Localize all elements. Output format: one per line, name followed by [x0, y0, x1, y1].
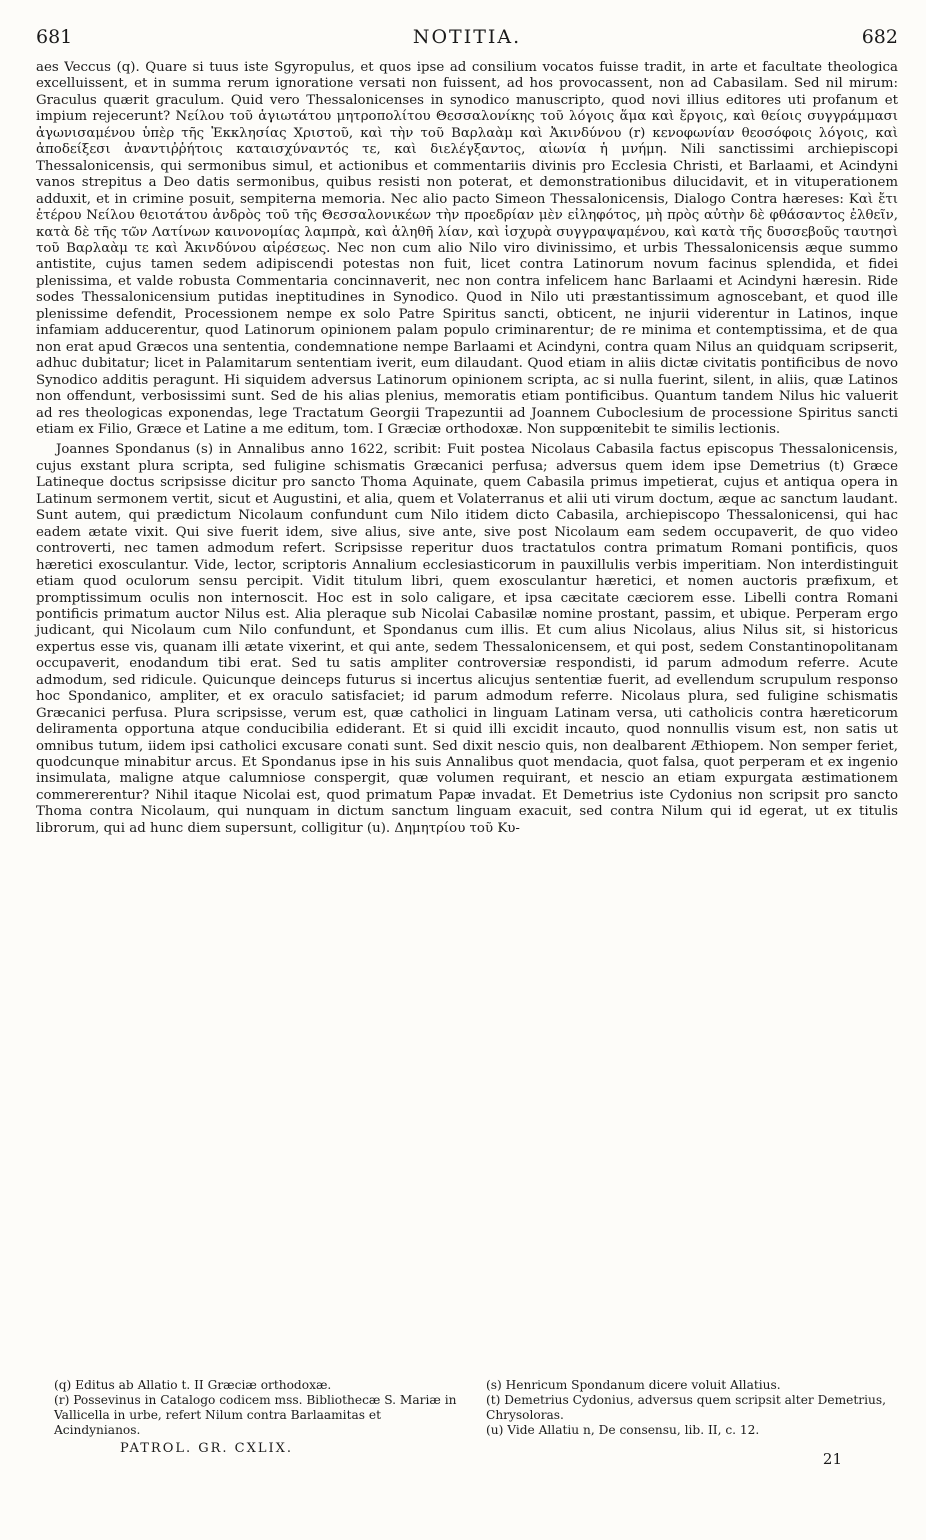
running-title: NOTITIA.: [412, 26, 522, 48]
footnote-s: (s) Henricum Spondanum dicere voluit Allatius.: [486, 1378, 781, 1392]
footnotes-right-column: [486, 1378, 898, 1438]
paragraph-1: aes Veccus (q). Quare si tuus iste Sgyropulus, et quos ipse ad consilium vocatos fuisse tradit, in arte et facultate theologica excelluissent, et in summa rerum ignoratione versati non fuissent, ad hos provocassent, non ad Cabasilam. Sed nil mirum: Graculus quærit graculum. Quid vero Thessalonicenses in synodico manuscripto, quod novi illius editores uti profanum et impium rejecerunt? Νείλου τοῦ ἁγιωτάτου μητροπολίτου Θεσσαλονίκης τοῦ λόγοις ἅμα καὶ ἔργοις, καὶ θείοις συγγράμμασι ἀγωνισαμένου ὑπὲρ τῆς Ἐκκλησίας Χριστοῦ, καὶ τὴν τοῦ Βαρλαὰμ καὶ Ἀκινδύνου (r) κενοφωνίαν θεοσόφοις λόγοις, καὶ ἀποδείξεσι ἀναντιῤῥήτοις καταισχύναντός τε, καὶ διελέγξαντος, αἰωνία ἡ μνήμη. Nili sanctissimi archiepiscopi Thessalonicensis, qui sermonibus simul, et actionibus et commentariis divinis pro Ecclesia Christi, et Barlaami, et Acindyni vanos strepitus a Deo datis sermonibus, quibus resisti non poterat, et demonstrationibus dilucidavit, et in vituperationem adduxit, et in crimine posuit, sempiterna memoria. Nec alio pacto Simeon Thessalonicensis, Dialogo Contra hæreses: Καὶ ἔτι ἑτέρου Νείλου θειοτάτου ἀνδρὸς τοῦ τῆς Θεσσαλονικέων τὴν προεδρίαν μὲν εἰληφότος, μὴ πρὸς αὐτὴν δὲ φθάσαντος ἐλθεῖν, κατὰ δὲ τῆς τῶν Λατίνων καινονομίας λαμπρὰ, καὶ ἀληθῆ λίαν, καὶ ἰσχυρὰ συγγραψαμένου, καὶ κατὰ τῆς δυσσεβοῦς ταυτησὶ τοῦ Βαρλαὰμ τε καὶ Ἀκινδύνου αἱρέσεως. Nec non cum alio Nilo viro divinissimo, et urbis Thessalonicensis æque summo antistite, cujus tamen sedem adipiscendi potestas non fuit, licet contra Latinorum novum facinus splendida, et fidei plenissima, et valde robusta Commentaria concinnaverit, nec non contra infelicem hanc Barlaami et Acindyni hæresin. Ride sodes Thessalonicensium putidas ineptitudines in Synodico. Quod in Nilo uti præstantissimum agnoscebant, et quod ille plenissime defendit, Processionem nempe ex solo Patre Spiritus sancti, obticent, ne injurii viderentur in Latinos, inque infamiam adducerentur, quod Latinorum opinionem palam populo criminarentur; de re minima et contemptissima, et de qua non erat apud Græcos una sententia, condemnatione nempe Barlaami et Acindyni, contra quam Nilus an quidquam scripserit, adhuc dubitatur; licet in Palamitarum sententiam iverit, eum dilaudant. Quod etiam in aliis dictæ civitatis pontificibus de novo Synodico additis peragunt. Hi siquidem adversus Latinorum opinionem scripta, ac si nulla fuerint, silent, in aliis, quæ Latinos non offendunt, verbosissimi sunt. Sed de his alias plenius, memoratis etiam pontificibus. Quantum tandem Nilus hic valuerit ad res theologicas exponendas, lege Tractatum Georgii Trapezuntii ad Joannem Cuboclesium de processione Spiritus sancti etiam ex Filio, Græce et Latine a me editum, tom. I Græciæ orthodoxæ. Non suppœnitebit te similis lectionis.: [36, 60, 898, 437]
page-header: [36, 0, 898, 60]
footnote-t: (t) Demetrius Cydonius, adversus quem scripsit alter Demetrius, Chrysoloras.: [486, 1393, 886, 1422]
page-number-left: 681: [36, 26, 73, 48]
paragraph-2: Joannes Spondanus (s) in Annalibus anno 1622, scribit: Fuit postea Nicolaus Cabasila factus episcopus Thessalonicensis, cujus exstant plura scripta, sed fuligine schismatis Græcanici perfusa; adversus quem idem ipse Demetrius (t) Græce Latineque doctus scripsisse dicitur pro sancto Thoma Aquinate, quem Cabasila primus impetierat, cujus et antiqua opera in Latinum sermonem vertit, sicut et Augustini, et alia, quem et Volaterranus et alii uti virum doctum, æque ac sanctum laudant. Sunt autem, qui prædictum Nicolaum confundunt cum Nilo itidem dicto Cabasila, archiepiscopo Thessalonicensi, qui hac eadem ætate vixit. Qui sive fuerit idem, sive alius, sive ante, sive post Nicolaum eam sedem occupaverit, de quo video controverti, nec tamen admodum refert. Scripsisse reperitur duos tractatulos contra primatum Romani pontificis, quos hæretici exosculantur. Vide, lector, scriptoris Annalium ecclesiasticorum in pauxillulis verbis imperitiam. Non interdistinguit etiam quod oculorum sensu percipit. Vidit titulum libri, quem exosculantur hæretici, et nomen auctoris præfixum, et promptissimum oculis non internoscit. Hoc est in solo caligare, et ipsa cæcitate cæciorem esse. Libelli contra Romani pontificis primatum auctor Nilus est. Alia pleraque sub Nicolai Cabasilæ nomine prostant, passim, et ubique. Perperam ergo judicant, qui Nicolaum cum Nilo confundunt, et Spondanus cum illis. Et cum alius Nicolaus, alius Nilus sit, si historicus expertus esse vis, quanam illi ætate vixerint, et qui ante, sedem Thessalonicensem, et qui post, sedem Constantinopolitanam occupaverit, enodandum tibi erat. Sed tu satis ampliter controversiæ respondisti, id parum admodum referre. Acute admodum, sed ridicule. Quicunque deinceps futurus si incertus alicujus sententiæ fuerit, ad evellendum scrupulum responso hoc Spondanico, ampliter, et ex oraculo satisfaciet; id parum admodum referre. Nicolaus plura, sed fuligine schismatis Græcanici perfusa. Plura scripsisse, verum est, quæ catholici in linguam Latinam versa, uti catholicis contra hæreticorum deliramenta opportuna atque conducibilia ediderant. Et si quid illi excidit incauto, quod nonnullis visum est, non satis ut omnibus tutum, iidem ipsi catholici excusare conati sunt. Sed dixit nescio quis, non dealbarent Æthiopem. Non semper feriet, quodcunque minabitur arcus. Et Spondanus ipse in his suis Annalibus quot mendacia, quot falsa, quot perperam et ex ingenio insimulata, maligne atque calumniose conspergit, quæ volumen requirant, et nescio an etiam expurgata æstimationem commererentur? Nihil itaque Nicolai est, quod primatum Papæ invadat. Et Demetrius iste Cydonius non scripsit pro sancto Thoma contra Nicolaum, qui nunquam in dictum sanctum linguam exacuit, sed contra Nilum qui id egerat, ut ex titulis librorum, qui ad hunc diem supersunt, colligitur (u). Δημητρίου τοῦ Κυ-: [36, 442, 898, 836]
footnotes-left-column: [54, 1378, 466, 1438]
footnote-q: (q) Editus ab Allatio t. II Græciæ orthodoxæ.: [54, 1378, 332, 1392]
signature-mark: PATROL. GR. CXLIX.: [120, 1441, 294, 1456]
footnotes: [54, 1378, 898, 1438]
page-number-right: 682: [861, 26, 898, 48]
sheet-number: 21: [822, 1450, 842, 1468]
footnote-u: (u) Vide Allatiu n, De consensu, lib. II, c. 12.: [486, 1423, 760, 1437]
footnote-r: (r) Possevinus in Catalogo codicem mss. Bibliothecæ S. Mariæ in Vallicella in urbe, refert Nilum contra Barlaamitas et Acindynianos.: [54, 1393, 457, 1437]
main-text: [36, 60, 898, 837]
